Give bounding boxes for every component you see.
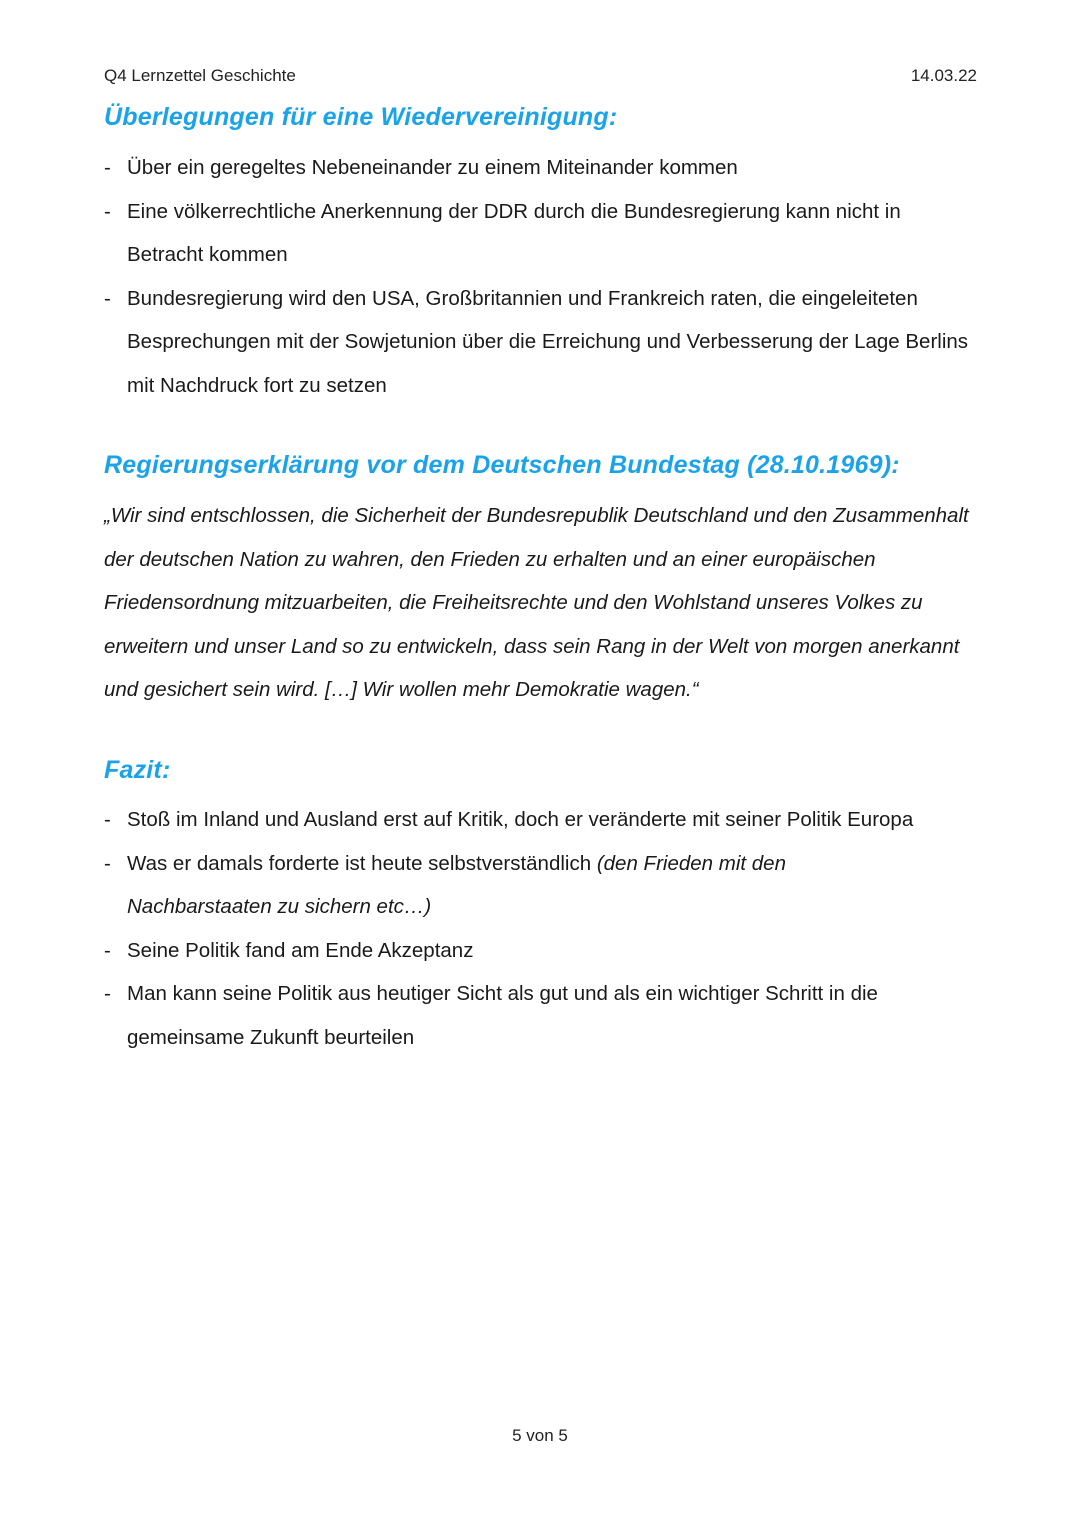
bullet-dash: - <box>104 808 111 831</box>
list-item: - Über ein geregeltes Nebeneinander zu einem Miteinander kommen <box>104 146 984 190</box>
list-item: - Seine Politik fand am Ende Akzeptanz <box>104 929 984 973</box>
list-item: - Was er damals forderte ist heute selbstverständlich (den Frieden mit den Nachbarstaaten zu sichern etc…) <box>104 842 984 929</box>
document-date: 14.03.22 <box>910 66 977 85</box>
page-number: 5 von 5 <box>512 1426 568 1445</box>
list-item: - Stoß im Inland und Ausland erst auf Kritik, doch er veränderte mit seiner Politik Europa <box>104 798 984 842</box>
bullet-dash: - <box>104 938 111 962</box>
list-fazit <box>104 798 984 1059</box>
heading-fazit: Fazit: <box>104 756 171 784</box>
document-title: Q4 Lernzettel Geschichte <box>104 66 296 85</box>
list-item-note: (den Frieden mit den Nachbarstaaten zu sichern etc…) <box>127 851 786 918</box>
heading-wiedervereinigung: Überlegungen für eine Wiedervereinigung: <box>104 103 618 131</box>
quote-regierungserklaerung: „Wir sind entschlossen, die Sicherheit der Bundesrepublik Deutschland und den Zusammenhalt der deutschen Nation zu wahren, den Frieden zu erhalten und an einer europäischen Friedensordnung mitzuarbeiten, die Freiheitsrechte und den Wohlstand unseres Volkes zu erweitern und unser Land so zu entwickeln, dass sein Rang in der Welt von morgen anerkannt und gesichert sein wird. […] Wir wollen mehr Demokratie wagen.“ <box>104 504 969 701</box>
bullet-dash: - <box>104 286 111 310</box>
bullet-dash: - <box>104 199 111 223</box>
list-item: - Eine völkerrechtliche Anerkennung der DDR durch die Bundesregierung kann nicht in Betracht kommen <box>104 190 984 277</box>
list-wiedervereinigung <box>104 146 984 407</box>
bullet-dash: - <box>104 851 111 875</box>
bullet-dash: - <box>104 156 111 179</box>
list-item: - Man kann seine Politik aus heutiger Sicht als gut und als ein wichtiger Schritt in die gemeinsame Zukunft beurteilen <box>104 972 984 1059</box>
list-item: - Bundesregierung wird den USA, Großbritannien und Frankreich raten, die eingeleiteten Besprechungen mit der Sowjetunion über die Erreichung und Verbesserung der Lage Berlins mit Nachdruck fort zu setzen <box>104 277 984 408</box>
heading-regierungserklaerung: Regierungserklärung vor dem Deutschen Bundestag (28.10.1969): <box>104 451 900 479</box>
bullet-dash: - <box>104 982 111 1005</box>
